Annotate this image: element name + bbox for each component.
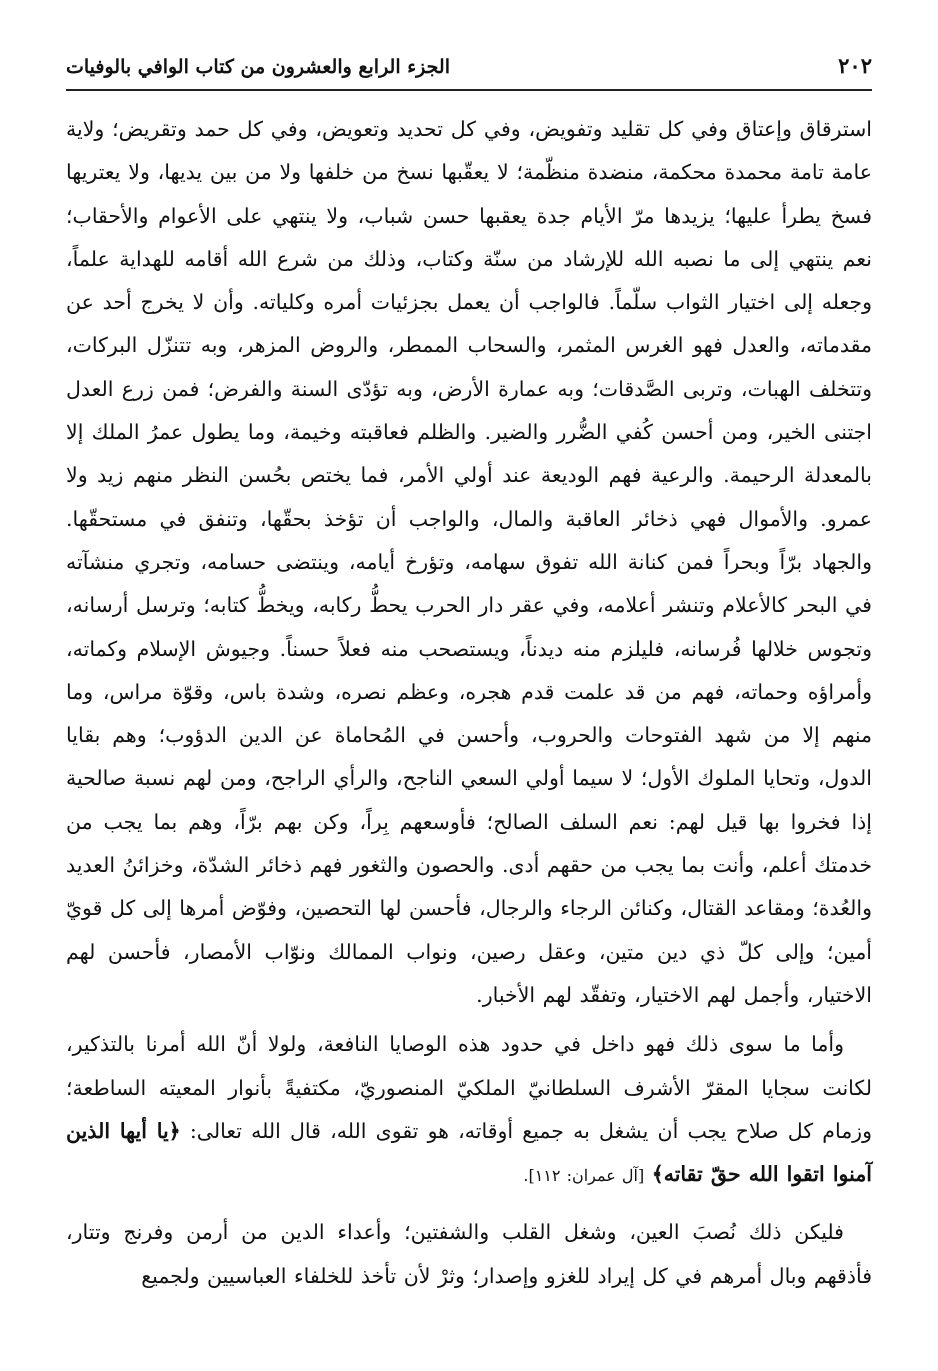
verse-citation: [آل عمران: ١١٢].: [523, 1166, 645, 1186]
paragraph-3: فليكن ذلك نُصبَ العين، وشغل القلب والشفتين؛ وأعداء الدين من أرمن وفرنج وتتار، فأذقهم وبال أمرهم في كل إيراد للغزو وإصدار؛ وثرْ لأن تأخذ للخلفاء العباسيين ولجميع: [66, 1220, 872, 1288]
quran-verse: ﴿يا أيها الذين آمنوا اتقوا الله حقّ تقاته﴾: [66, 1118, 872, 1187]
page-header: [66, 38, 872, 78]
paragraph-2-text: وأما ما سوى ذلك فهو داخل في حدود هذه الوصايا النافعة، ولولا أنّ الله أمرنا بالتذكير، لكانت سجايا المقرّ الأشرف السلطانيّ الملكيّ المنصوريّ، مكتفيةً بأنوار المعيته الساطعة؛ وزمام كل صلاح يجب أن يشغل به جميع أوقاته، هو تقوى الله، قال الله تعالى:: [66, 1032, 872, 1143]
page-number: ٢٠٢: [838, 53, 872, 78]
body-text: [66, 108, 872, 1298]
paragraph-2: [66, 1023, 872, 1197]
paragraph-1: استرقاق وإعتاق وفي كل تقليد وتفويض، وفي كل تحديد وتعويض، وفي كل حمد وتقريض؛ ولاية عامة تامة محمدة محكمة، منضدة منظّمة؛ لا يعقّبها نسخ من خلفها ولا من بين يديها، ولا يعتريها فسخ يطرأ عليها؛ يزيدها مرّ الأيام جدة يعقبها حسن شباب، ولا ينتهي على الأعوام والأحقاب؛ نعم ينتهي إلى ما نصبه الله للإرشاد من سنّة وكتاب، وذلك من شرع الله أقامه للهداية علماً، وجعله إلى اختيار الثواب سلّماً. فالواجب أن يعمل بجزئيات أمره وكلياته. وأن لا يخرج أحد عن مقدماته، والعدل فهو الغرس المثمر، والسحاب الممطر، والروض المزهر، وبه تتنزّل البركات، وتتخلف الهبات، وتربى الصَّدقات؛ وبه عمارة الأرض، وبه تؤدّى السنة والفرض؛ فمن زرع العدل اجتنى الخير، ومن أحسن كُفي الضُّرر والضير. والظلم فعاقبته وخيمة، وما يطول عمرُ الملك إلا بالمعدلة الرحيمة. والرعية فهم الوديعة عند أولي الأمر، فما يختص بحُسن النظر منهم زيد ولا عمرو. والأموال فهي ذخائر العاقبة والمال، والواجب أن تؤخذ بحقّها، وتنفق في مستحقّها. والجهاد برّاً وبحراً فمن كنانة الله تفوق سهامه، وتؤرخ أيامه، وينتضى حسامه، وتجري منشآته في البحر كالأعلام وتنشر أعلامه، وفي عقر دار الحرب يحطُّ ركابه، ويخطُّ كتابه؛ وترسل أرسانه، وتجوس خلالها فُرسانه، فليلزم منه ديدناً، ويستصحب منه فعلاً حسناً. وجيوش الإسلام وكماته، وأمراؤه وحماته، فهم من قد علمت قدم هجره، وعظم نصره، وشدة باس، وقوّة مراس، وما منهم إلا من شهد الفتوحات والحروب، وأحسن في المُحاماة عن الدين الدؤوب؛ وهم بقايا الدول، وتحايا الملوك الأول؛ لا سيما أولي السعي الناجح، والرأي الراجح، ومن لهم نسبة صالحية إذا فخروا بها قيل لهم: نعم السلف الصالح؛ فأوسعهم بِراً، وكن بهم برّاً، وهم بما يجب من خدمتك أعلم، وأنت بما يجب من حقهم أدى. والحصون والثغور فهم ذخائر الشدّة، وخزائنُ العديد والعُدة؛ ومقاعد القتال، وكنائن الرجاء والرجال، فأحسن لها التحصين، وفوّض أمرها إلى كل قويّ أمين؛ وإلى كلّ ذي دين متين، وعقل رصين، ونواب الممالك ونوّاب الأمصار، فأحسن لهم الاختيار، وأجمل لهم الاختيار، وتفقّد لهم الأخبار.: [66, 117, 872, 1007]
running-title: الجزء الرابع والعشرون من كتاب الوافي بالوفيات: [66, 56, 450, 78]
header-divider: [66, 89, 872, 91]
